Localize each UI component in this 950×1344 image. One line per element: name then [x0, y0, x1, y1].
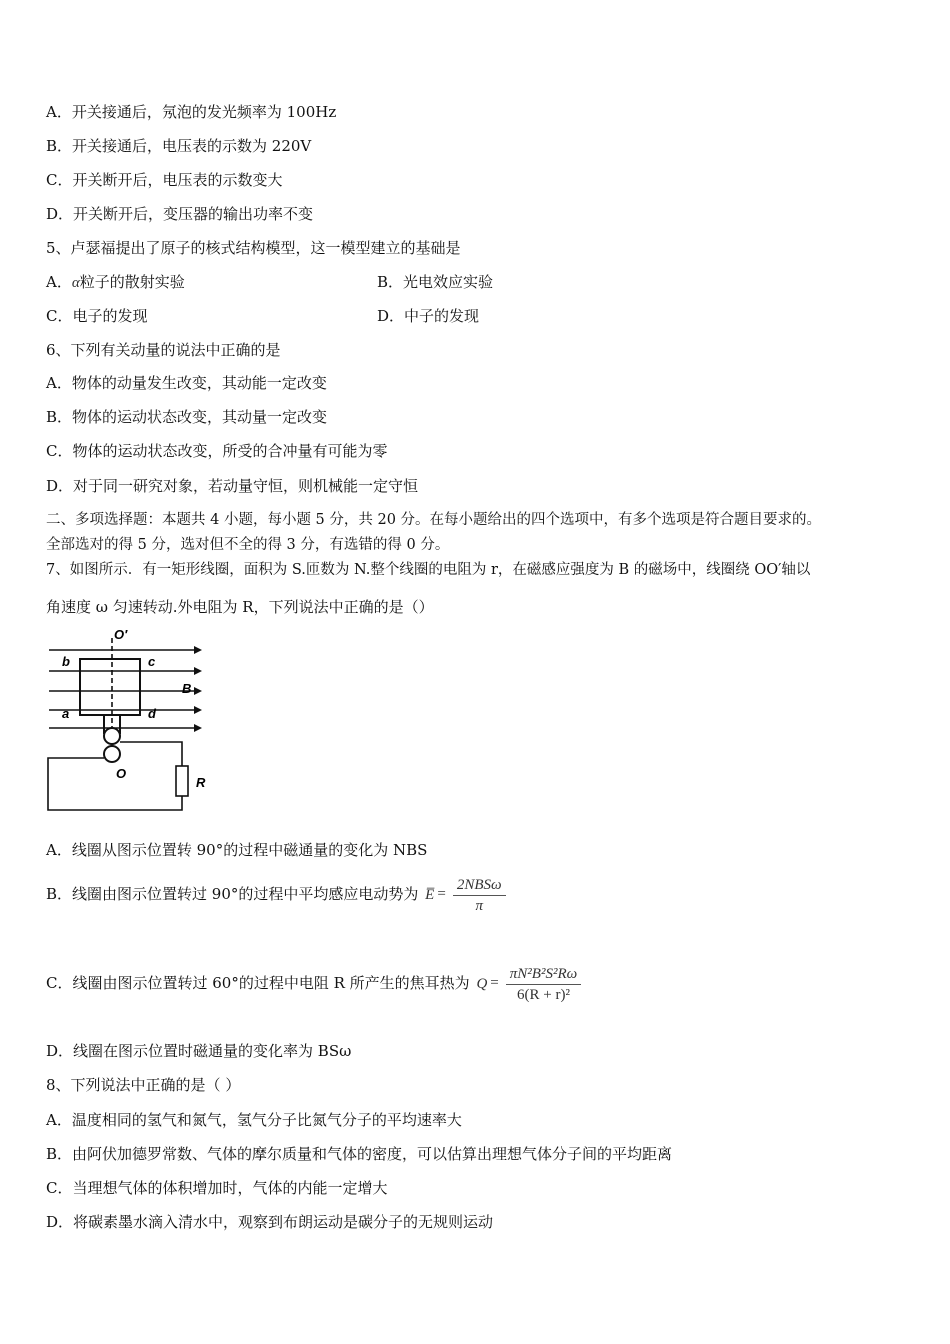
q8-option-a: A．温度相同的氢气和氮气，氢气分子比氮气分子的平均速率大: [46, 1111, 462, 1129]
field-arrow-5: [194, 724, 202, 732]
q5-option-a: [46, 272, 185, 293]
q7-b-lhs: E̅: [425, 886, 435, 903]
label-c: c: [148, 654, 156, 669]
q5-option-a-prefix: A．: [46, 273, 72, 291]
q6-option-c: C．物体的运动状态改变，所受的合冲量有可能为零: [46, 442, 388, 460]
coil-figure: [44, 624, 214, 816]
label-field-b: B: [182, 681, 192, 696]
q5-stem: 5、卢瑟福提出了原子的核式结构模型，这一模型建立的基础是: [46, 239, 461, 257]
q8-option-b: B．由阿伏加德罗常数、气体的摩尔质量和气体的密度，可以估算出理想气体分子间的平均距离: [46, 1145, 673, 1163]
section2-line1: 二、多项选择题：本题共 4 小题，每小题 5 分，共 20 分。在每小题给出的四个选项中，有多个选项是符合题目要求的。: [46, 512, 822, 528]
q7-b-equals: =: [437, 886, 446, 903]
q5-option-c: C．电子的发现: [46, 307, 148, 325]
field-arrow-1: [194, 646, 202, 654]
label-o-prime: O′: [114, 627, 128, 642]
q6-stem: 6、下列有关动量的说法中正确的是: [46, 341, 281, 359]
q7-c-lhs: Q: [476, 975, 488, 992]
q7-option-a: A．线圈从图示位置转 90°的过程中磁通量的变化为 NBS: [46, 841, 428, 859]
q7-b-denominator: π: [475, 897, 483, 914]
section2-line2: 全部选对的得 5 分，选对但不全的得 3 分，有选错的得 0 分。: [46, 537, 450, 553]
wire-right-top: [120, 742, 182, 766]
q7-b-fraction: [453, 875, 506, 916]
q7-b-numerator: 2NBSω: [453, 875, 506, 896]
q7-stem-line2: 角速度 ω 匀速转动.外电阻为 R，下列说法中正确的是（）: [46, 598, 434, 616]
q7-c-fraction: [506, 964, 581, 1005]
wire-loop: [48, 758, 182, 810]
q4-option-b: B．开关接通后，电压表的示数为 220V: [46, 137, 312, 155]
label-r: R: [196, 775, 206, 790]
field-arrow-3: [194, 687, 202, 695]
q4-option-d: D．开关断开后，变压器的输出功率不变: [46, 205, 314, 223]
q5-option-a-text: 粒子的散射实验: [79, 273, 185, 291]
q4-option-a: A．开关接通后，氖泡的发光频率为 100Hz: [46, 103, 337, 121]
label-a: a: [62, 706, 70, 721]
q7-c-numerator: πN²B²S²Rω: [506, 964, 581, 985]
q7-option-c-text: C．线圈由图示位置转过 60°的过程中电阻 R 所产生的焦耳热为: [46, 974, 470, 992]
q4-option-c: C．开关断开后，电压表的示数变大: [46, 171, 283, 189]
q7-option-b: [46, 872, 506, 916]
q8-stem: 8、下列说法中正确的是（ ）: [46, 1076, 241, 1094]
q7-option-d: D．线圈在图示位置时磁通量的变化率为 BSω: [46, 1042, 352, 1060]
q7-option-b-text: B．线圈由图示位置转过 90°的过程中平均感应电动势为: [46, 885, 419, 903]
q7-option-b-formula: [425, 875, 505, 916]
q7-c-equals: =: [490, 975, 499, 992]
q8-option-d: D．将碳素墨水滴入清水中，观察到布朗运动是碳分子的无规则运动: [46, 1213, 494, 1231]
field-arrow-2: [194, 667, 202, 675]
q6-option-a: A．物体的动量发生改变，其动能一定改变: [46, 374, 327, 392]
resistor: [176, 766, 188, 796]
coil: [80, 659, 140, 715]
label-d: d: [148, 706, 156, 721]
q7-stem-line1: 7、如图所示．有一矩形线圈，面积为 S.匝数为 N.整个线圈的电阻为 r，在磁感应强度为 B 的磁场中，线圈绕 OO′轴以: [46, 562, 811, 578]
label-o: O: [116, 766, 127, 781]
q6-option-d: D．对于同一研究对象，若动量守恒，则机械能一定守恒: [46, 477, 419, 495]
q6-option-b: B．物体的运动状态改变，其动量一定改变: [46, 408, 328, 426]
q7-c-denominator: 6(R + r)²: [517, 986, 570, 1003]
q5-option-d: D．中子的发现: [377, 307, 480, 325]
label-b: b: [62, 654, 70, 669]
q7-option-c-formula: [476, 964, 581, 1005]
q7-option-c: [46, 960, 581, 1006]
slip-ring-upper: [104, 728, 120, 744]
q5-option-b: B．光电效应实验: [377, 273, 494, 291]
alpha-symbol: α: [71, 275, 80, 291]
q8-option-c: C．当理想气体的体积增加时，气体的内能一定增大: [46, 1179, 388, 1197]
slip-ring-lower: [104, 746, 120, 762]
field-arrow-4: [194, 706, 202, 714]
